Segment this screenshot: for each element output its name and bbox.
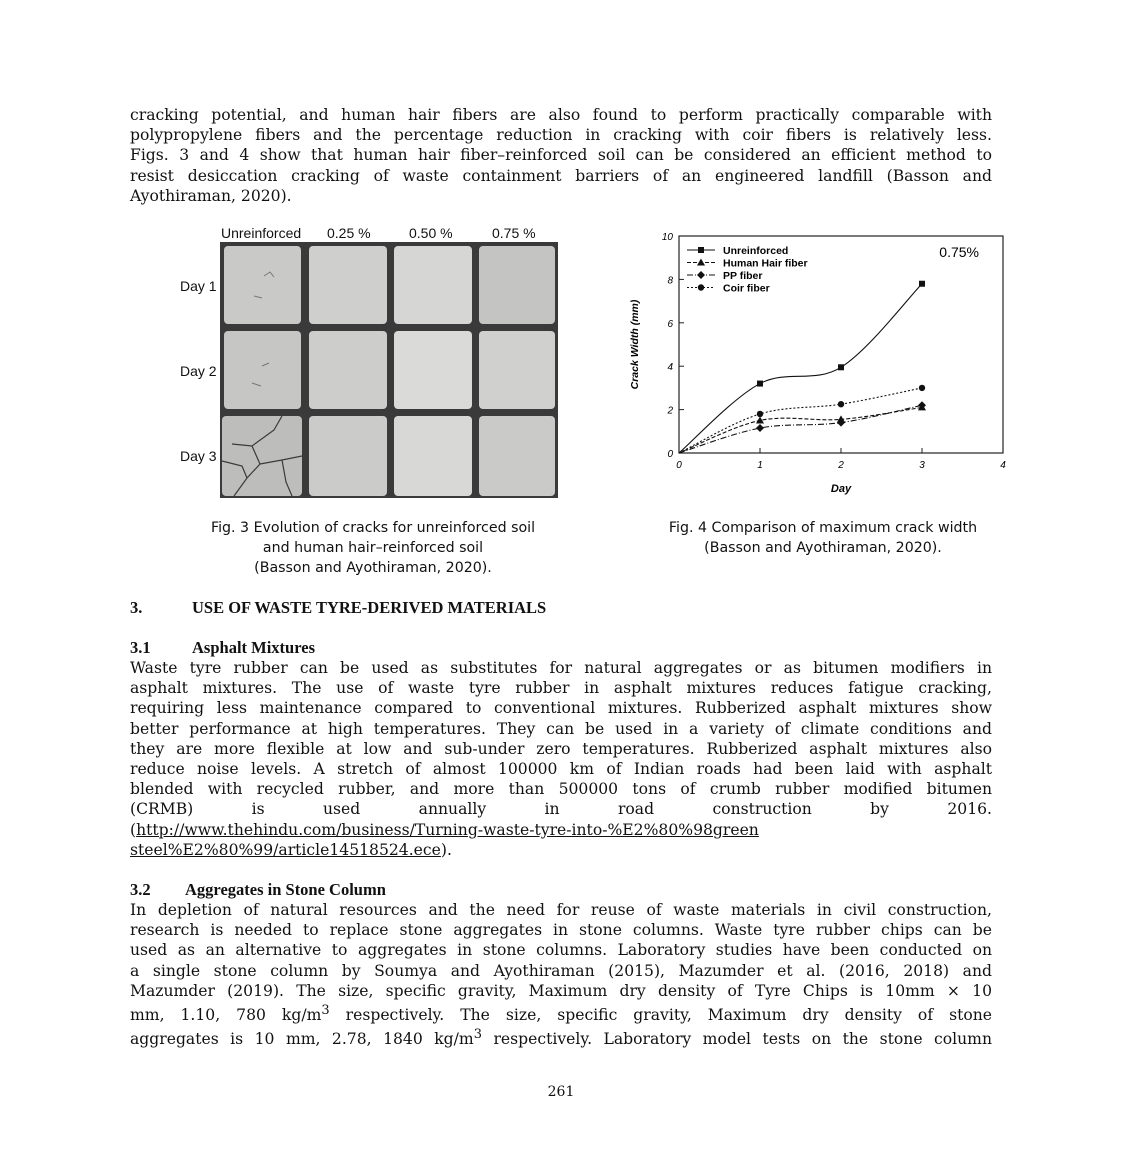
column-label: 0.25 % xyxy=(327,225,371,241)
figure-3 xyxy=(170,222,570,504)
text-line: they are more flexible at low and sub-under zero temperatures. Rubberized asphalt mixtures also xyxy=(130,739,992,758)
y-tick-label: 10 xyxy=(661,232,673,243)
data-point xyxy=(919,281,925,287)
data-point xyxy=(838,401,844,407)
series-line xyxy=(679,405,922,453)
text-line: asphalt mixtures. The use of waste tyre rubber in asphalt mixtures reduces fatigue cracking, xyxy=(130,679,992,698)
soil-sample-photo xyxy=(394,246,472,324)
data-point xyxy=(838,364,844,370)
y-tick-label: 8 xyxy=(667,275,673,287)
section-title: USE OF WASTE TYRE-DERIVED MATERIALS xyxy=(192,598,547,617)
text-fragment: respectively. Laboratory model tests on the stone column xyxy=(481,1030,992,1049)
caption-line: and human hair–reinforced soil xyxy=(262,540,484,556)
x-tick-label: 0 xyxy=(676,460,682,471)
text-line: Figs. 3 and 4 show that human hair fiber–reinforced soil can be considered an efficient method to xyxy=(130,146,992,165)
figure-4 xyxy=(620,222,1020,512)
chart-annotation: 0.75% xyxy=(939,244,979,260)
stone-column-paragraph xyxy=(130,900,992,1050)
text-line: a single stone column by Soumya and Ayothiraman (2015), Mazumder et al. (2016, 2018) and xyxy=(130,961,992,980)
caption-line: (Basson and Ayothiraman, 2020). xyxy=(704,540,942,556)
superscript: 3 xyxy=(321,1003,330,1019)
section-title: Asphalt Mixtures xyxy=(192,638,315,657)
crack-width-chart xyxy=(620,222,1020,512)
crack-marks xyxy=(224,331,301,409)
text-line: reduce noise levels. A stretch of almost 100000 km of Indian roads had been laid with asphalt xyxy=(130,760,992,779)
legend-label: Human Hair fiber xyxy=(723,257,808,270)
text-line: (CRMB) is used annually in road construction by 2016. xyxy=(130,800,992,819)
soil-sample-photo xyxy=(309,246,387,324)
figure-4-caption xyxy=(630,518,1016,558)
paren: ). xyxy=(440,840,452,859)
text-line: cracking potential, and human hair fibers are also found to perform practically comparable with xyxy=(130,106,992,124)
text-line xyxy=(130,840,992,860)
data-point xyxy=(698,247,704,253)
soil-sample-photo xyxy=(309,331,387,409)
x-tick-label: 4 xyxy=(1000,460,1006,471)
text-line: requiring less maintenance compared to conventional mixtures. Rubberized asphalt mixtures show xyxy=(130,699,992,718)
x-tick-label: 1 xyxy=(757,460,763,471)
soil-sample-photo xyxy=(224,246,301,324)
soil-sample-photo xyxy=(479,246,555,324)
data-point xyxy=(756,424,764,432)
data-point xyxy=(757,381,763,387)
data-point xyxy=(757,411,763,417)
y-tick-label: 2 xyxy=(667,405,673,417)
text-fragment: respectively. The size, specific gravity, Maximum dry density of stone xyxy=(329,1006,992,1025)
data-point xyxy=(698,284,704,290)
soil-sample-photo xyxy=(479,416,555,496)
series-line xyxy=(679,388,922,453)
asphalt-paragraph xyxy=(130,658,992,860)
superscript: 3 xyxy=(473,1027,482,1043)
column-label: 0.75 % xyxy=(492,225,536,241)
text-line: polypropylene fibers and the percentage reduction in cracking with coir fibers is relatively less. xyxy=(130,126,992,145)
caption-line: Fig. 4 Comparison of maximum crack width xyxy=(668,520,978,536)
x-tick-label: 3 xyxy=(919,460,925,471)
text-line: Ayothiraman, 2020). xyxy=(130,186,292,205)
figure-3-caption xyxy=(175,518,571,578)
caption-line: (Basson and Ayothiraman, 2020). xyxy=(254,560,492,576)
x-axis-label: Day xyxy=(830,483,852,495)
y-tick-label: 0 xyxy=(667,449,673,460)
soil-sample-photo xyxy=(224,331,301,409)
text-line: blended with recycled rubber, and more than 500000 tons of crumb rubber modified bitumen xyxy=(130,780,992,799)
section-number: 3.2 xyxy=(130,880,151,899)
soil-sample-photo-cracked xyxy=(222,416,302,496)
row-label: Day 3 xyxy=(180,448,217,464)
series-line xyxy=(679,284,922,453)
column-label: 0.50 % xyxy=(409,225,453,241)
y-tick-label: 6 xyxy=(667,318,673,330)
row-label: Day 2 xyxy=(180,363,217,379)
section-number: 3. xyxy=(130,598,143,617)
soil-sample-photo xyxy=(394,416,472,496)
subsection-heading xyxy=(130,880,386,900)
text-line: Waste tyre rubber can be used as substitutes for natural aggregates or as bitumen modifiers in xyxy=(130,659,992,677)
text-fragment: mm, 1.10, 780 kg/m xyxy=(130,1006,322,1025)
soil-sample-photo-grid xyxy=(220,242,558,498)
text-line: resist desiccation cracking of waste containment barriers of an engineered landfill (Basson and xyxy=(130,166,992,185)
reference-link-continued[interactable]: steel%E2%80%99/article14518524.ece xyxy=(130,840,441,859)
column-label: Unreinforced xyxy=(221,225,302,241)
caption-line: Fig. 3 Evolution of cracks for unreinforced soil xyxy=(210,520,536,536)
page-number: 261 xyxy=(547,1084,575,1100)
data-point xyxy=(919,385,925,391)
section-number: 3.1 xyxy=(130,638,151,657)
text-line: Mazumder (2019). The size, specific gravity, Maximum dry density of Tyre Chips is 10mm × 10 xyxy=(130,981,992,1000)
x-tick-label: 2 xyxy=(838,460,844,471)
crack-marks xyxy=(224,246,301,324)
text-line: used as an alternative to aggregates in stone columns. Laboratory studies have been conducted on xyxy=(130,941,992,960)
text-line: better performance at high temperatures. They can be used in a variety of climate conditions and xyxy=(130,719,992,738)
text-line xyxy=(130,820,992,840)
intro-paragraph xyxy=(130,105,992,206)
legend-label: Unreinforced xyxy=(723,245,789,257)
soil-sample-photo xyxy=(394,331,472,409)
y-tick-label: 4 xyxy=(667,362,673,374)
paren: ( xyxy=(130,820,137,839)
reference-link[interactable]: http://www.thehindu.com/business/Turning-waste-tyre-into-%E2%80%98green xyxy=(136,820,759,839)
section-title: Aggregates in Stone Column xyxy=(185,880,386,899)
data-point xyxy=(697,271,705,279)
text-line xyxy=(130,1001,992,1025)
legend-label: PP fiber xyxy=(723,270,763,282)
subsection-heading xyxy=(130,638,315,658)
text-line xyxy=(130,1025,992,1049)
row-label: Day 1 xyxy=(180,278,217,294)
crack-marks xyxy=(222,416,302,496)
text-line: research is needed to replace stone aggregates in stone columns. Waste tyre rubber chips can be xyxy=(130,921,992,940)
y-axis-label: Crack Width (mm) xyxy=(629,299,641,390)
soil-sample-photo xyxy=(479,331,555,409)
section-heading xyxy=(130,598,546,618)
data-point xyxy=(697,259,705,266)
text-fragment: aggregates is 10 mm, 2.78, 1840 kg/m xyxy=(130,1030,474,1049)
text-line: In depletion of natural resources and the need for reuse of waste materials in civil construction, xyxy=(130,901,992,919)
legend-label: Coir fiber xyxy=(723,282,770,295)
soil-sample-photo xyxy=(309,416,387,496)
